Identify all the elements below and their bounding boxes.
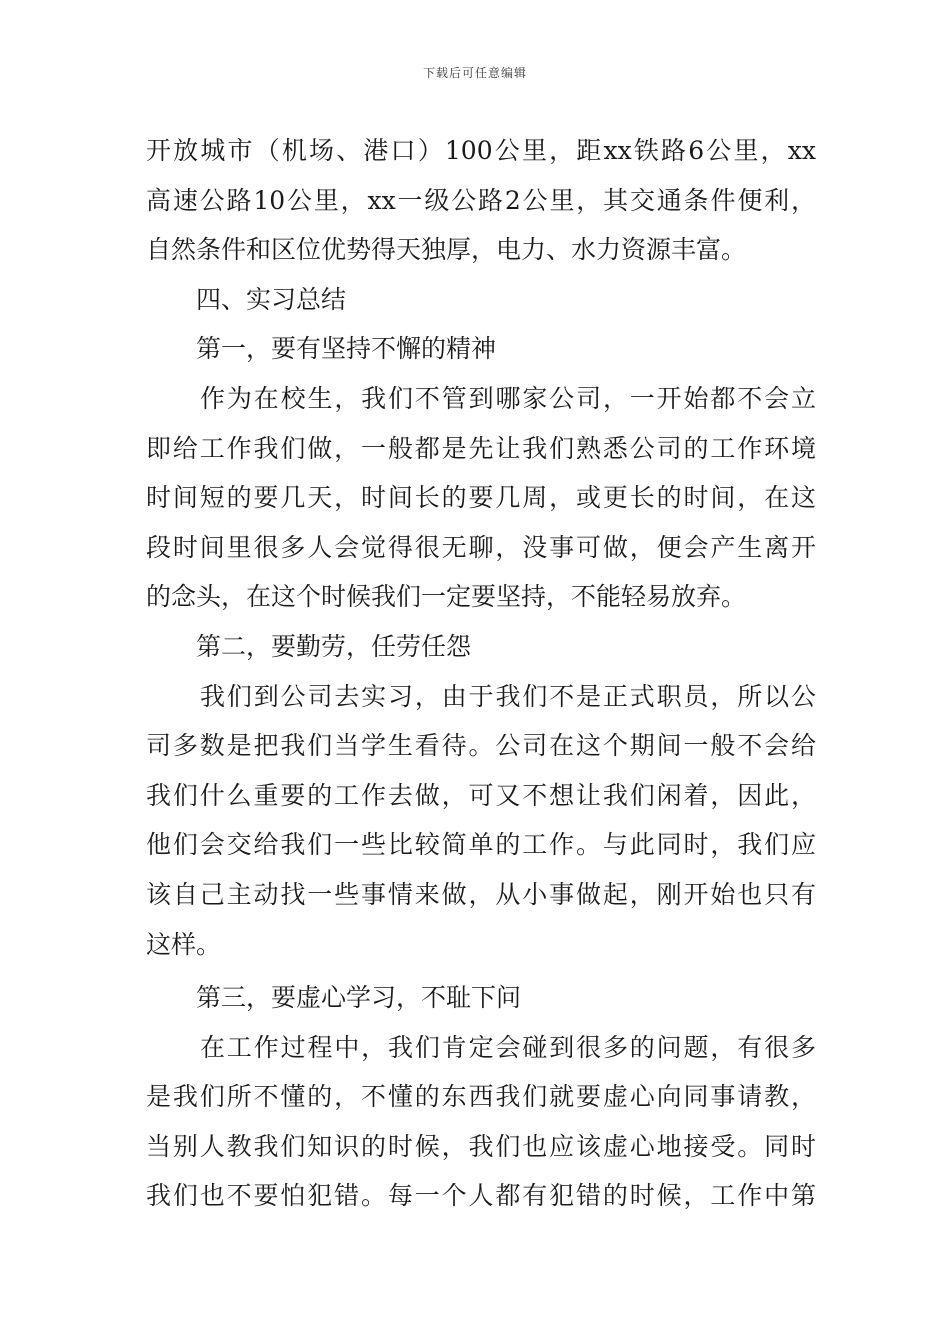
page-header-note: 下载后可任意编辑: [422, 66, 527, 80]
subheading-diligence: 第二，要勤劳，任劳任怨: [196, 631, 472, 661]
text-line: 司多数是把我们当学生看待。公司在这个期间一般不会给: [146, 731, 816, 761]
text-line: 是我们所不懂的，不懂的东西我们就要虚心向同事请教，: [146, 1082, 816, 1112]
text-line: 我们也不要怕犯错。每一个人都有犯错的时候，工作中第: [146, 1181, 816, 1211]
text-line: 他们会交给我们一些比较简单的工作。与此同时，我们应: [146, 830, 816, 860]
text-line: 在工作过程中，我们肯定会碰到很多的问题，有很多: [200, 1032, 816, 1062]
text-line: 开放城市（机场、港口）100公里，距xx铁路6公里，xx: [146, 136, 816, 165]
paragraph-perseverance: [146, 374, 816, 622]
text-line: 当别人教我们知识的时候，我们也应该虚心地接受。同时: [146, 1131, 816, 1161]
paragraph-location: [146, 126, 816, 275]
subheading-humility: 第三，要虚心学习，不耻下问: [196, 983, 522, 1013]
text-line: 这样。: [146, 929, 222, 959]
text-line: 我们什么重要的工作去做，可又不想让我们闲着，因此，: [146, 780, 816, 810]
text-line: 高速公路10公里，xx一级公路2公里，其交通条件便利，: [146, 185, 816, 215]
text-line: 时间短的要几天，时间长的要几周，或更长的时间，在这: [146, 483, 816, 513]
subheading-perseverance: 第一，要有坚持不懈的精神: [196, 334, 497, 364]
text-line: 我们到公司去实习，由于我们不是正式职员，所以公: [200, 681, 816, 711]
paragraph-humility: [146, 1023, 816, 1221]
paragraph-diligence: [146, 672, 816, 970]
text-line: 即给工作我们做，一般都是先让我们熟悉公司的工作环境: [146, 433, 816, 463]
text-line: 该自己主动找一些事情来做，从小事做起，刚开始也只有: [146, 879, 816, 909]
text-line: 作为在校生，我们不管到哪家公司，一开始都不会立: [200, 383, 816, 413]
text-line: 段时间里很多人会觉得很无聊，没事可做，便会产生离开: [146, 532, 816, 562]
text-line: 自然条件和区位优势得天独厚，电力、水力资源丰富。: [146, 235, 747, 265]
document-body: [146, 126, 816, 1221]
text-line: 的念头，在这个时候我们一定要坚持，不能轻易放弃。: [146, 582, 747, 612]
section-heading-summary: 四、实习总结: [196, 284, 347, 314]
